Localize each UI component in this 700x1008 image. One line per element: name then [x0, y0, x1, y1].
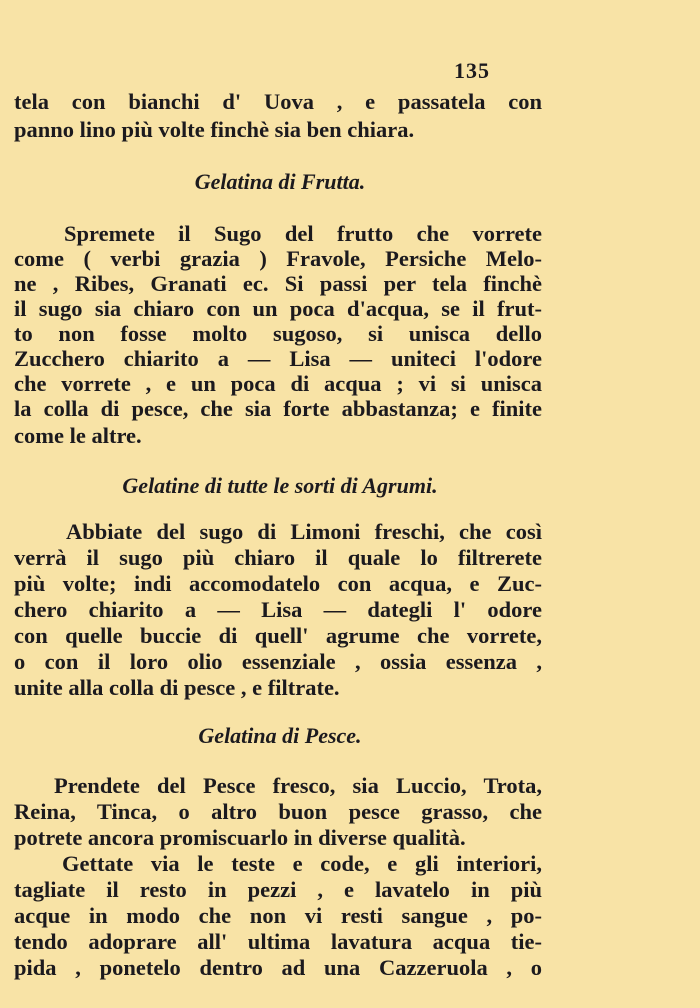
text-line: Prendete del Pesce fresco, sia Luccio, Trota,	[54, 773, 542, 798]
text-line: tela con bianchi d' Uova , e passatela con	[14, 89, 542, 114]
section-heading: Gelatina di Pesce.	[198, 723, 362, 748]
text-line: tagliate il resto in pezzi , e lavatelo in più	[14, 877, 542, 902]
text-line: come le altre.	[14, 423, 142, 448]
text-line: tendo adoprare all' ultima lavatura acqua tie-	[14, 929, 542, 954]
text-line: ne , Ribes, Granati ec. Si passi per tela finchè	[14, 271, 542, 296]
text-line: o con il loro olio essenziale , ossia essenza ,	[14, 649, 542, 674]
page-number: 135	[454, 58, 490, 83]
text-line: Reina, Tinca, o altro buon pesce grasso, che	[14, 799, 542, 824]
text-line: Zucchero chiarito a — Lisa — uniteci l'odore	[14, 346, 542, 371]
text-line: la colla di pesce, che sia forte abbastanza; e finite	[14, 396, 542, 421]
section-heading: Gelatine di tutte le sorti di Agrumi.	[122, 473, 438, 498]
text-line: chero chiarito a — Lisa — dategli l' odore	[14, 597, 542, 622]
text-line: con quelle buccie di quell' agrume che vorrete,	[14, 623, 542, 648]
text-line: potrete ancora promiscuarlo in diverse qualità.	[14, 825, 466, 850]
text-line: Spremete il Sugo del frutto che vorrete	[64, 221, 542, 246]
text-line: il sugo sia chiaro con un poca d'acqua, se il frut-	[14, 296, 542, 321]
section-heading: Gelatina di Frutta.	[194, 169, 366, 194]
text-line: più volte; indi accomodatelo con acqua, e Zuc-	[14, 571, 542, 596]
text-line: Gettate via le teste e code, e gli interiori,	[62, 851, 542, 876]
text-line: unite alla colla di pesce , e filtrate.	[14, 675, 340, 700]
text-line: pida , ponetelo dentro ad una Cazzeruola , o	[14, 955, 542, 980]
text-line: verrà il sugo più chiaro il quale lo filtrerete	[14, 545, 542, 570]
text-line: to non fosse molto sugoso, si unisca dello	[14, 321, 542, 346]
text-line: acque in modo che non vi resti sangue , po-	[14, 903, 542, 928]
text-line: che vorrete , e un poca di acqua ; vi si unisca	[14, 371, 542, 396]
text-line: Abbiate del sugo di Limoni freschi, che così	[66, 519, 542, 544]
text-line: panno lino più volte finchè sia ben chiara.	[14, 117, 415, 142]
text-line: come ( verbi grazia ) Fravole, Persiche Melo-	[14, 246, 542, 271]
